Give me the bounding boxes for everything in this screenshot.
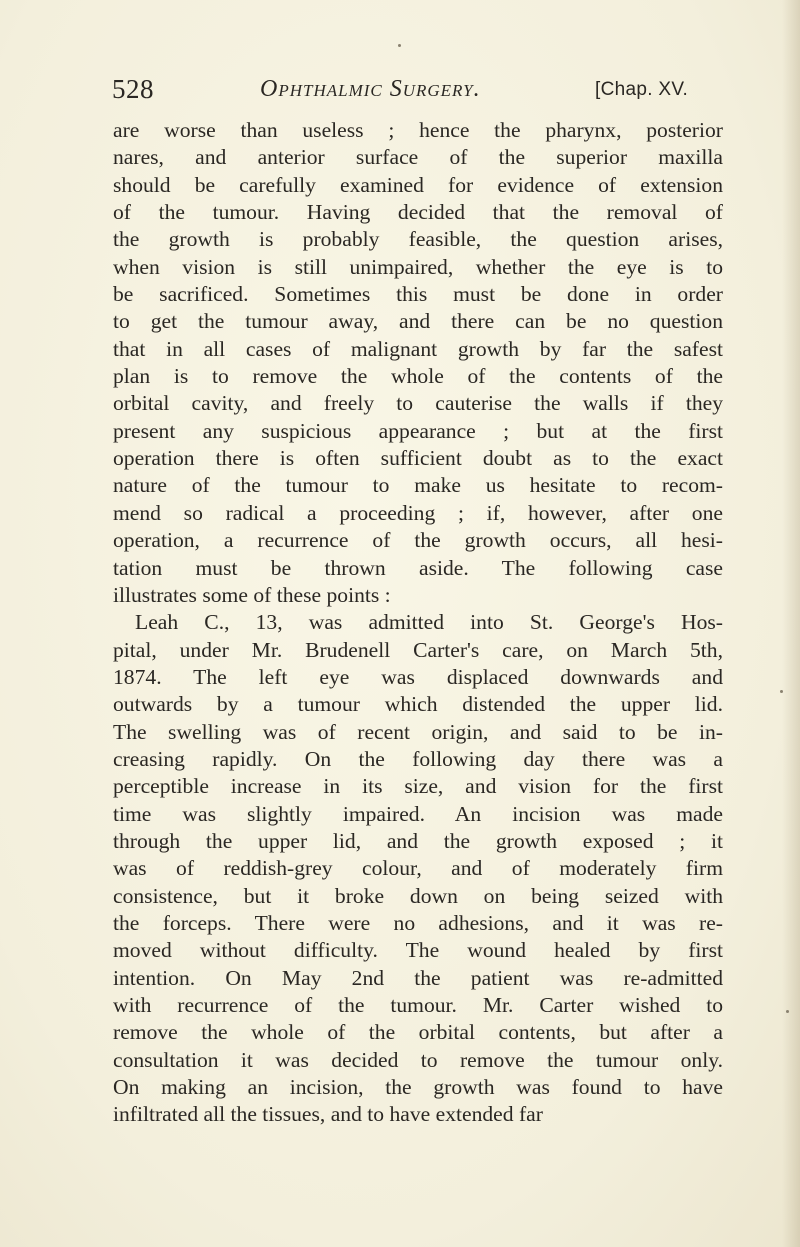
text-line: outwards by a tumour which distended the upper lid. [113,692,723,717]
text-line: of the tumour. Having decided that the removal of [113,200,723,225]
body-text [113,117,723,1129]
text-line: nature of the tumour to make us hesitate to recom- [113,473,723,498]
text-line: plan is to remove the whole of the contents of the [113,364,723,389]
running-title: Ophthalmic Surgery. [260,76,481,102]
text-line: illustrates some of these points : [113,582,391,607]
text-line: remove the whole of the orbital contents, but after a [113,1020,723,1045]
text-line: present any suspicious appearance ; but at the first [113,418,723,443]
text-line: orbital cavity, and freely to cauterise the walls if they [113,391,723,416]
text-line: when vision is still unimpaired, whether the eye is to [113,254,723,279]
text-line: infiltrated all the tissues, and to have extended far [113,1102,543,1127]
text-line: perceptible increase in its size, and vision for the first [113,774,723,799]
page-number: 528 [112,74,154,104]
text-line: Leah C., 13, was admitted into St. George's Hos- [135,610,723,635]
text-line: was of reddish-grey colour, and of moderately firm [113,856,723,881]
text-line: to get the tumour away, and there can be no question [113,309,723,334]
text-line: intention. On May 2nd the patient was re-admitted [113,965,723,990]
chapter-label: [Chap. XV. [595,79,689,100]
paper-speck [780,690,783,693]
paper-speck [786,1010,789,1013]
text-line: nares, and anterior surface of the superior maxilla [113,145,723,170]
text-line: consistence, but it broke down on being seized with [113,883,723,908]
text-line: time was slightly impaired. An incision was made [113,801,723,826]
text-line: The swelling was of recent origin, and said to be in- [113,719,723,744]
text-line: through the upper lid, and the growth exposed ; it [113,828,723,853]
text-line: consultation it was decided to remove the tumour only. [113,1047,723,1072]
running-header [112,72,712,112]
text-line: operation, a recurrence of the growth occurs, all hesi- [113,528,723,553]
text-line: that in all cases of malignant growth by far the safest [113,336,723,361]
text-line: creasing rapidly. On the following day there was a [113,746,723,771]
text-line: the forceps. There were no adhesions, and it was re- [113,910,723,935]
text-line: are worse than useless ; hence the pharynx, posterior [113,118,723,142]
text-line: should be carefully examined for evidence of extension [113,172,723,197]
text-line: mend so radical a proceeding ; if, however, after one [113,500,723,525]
page-edge-shadow [782,0,800,1247]
text-line: On making an incision, the growth was found to have [113,1075,723,1100]
text-line: be sacrificed. Sometimes this must be done in order [113,282,723,307]
paragraph [113,609,723,1129]
text-line: the growth is probably feasible, the question arises, [113,227,723,252]
text-line: 1874. The left eye was displaced downwards and [113,664,723,689]
text-line: pital, under Mr. Brudenell Carter's care, on March 5th, [113,637,723,662]
paper-speck [398,44,401,47]
paragraph [113,117,723,609]
text-line: with recurrence of the tumour. Mr. Carter wished to [113,993,723,1017]
text-line: operation there is often sufficient doubt as to the exact [113,446,723,471]
text-line: moved without difficulty. The wound healed by first [113,938,723,963]
text-line: tation must be thrown aside. The following case [113,555,723,580]
